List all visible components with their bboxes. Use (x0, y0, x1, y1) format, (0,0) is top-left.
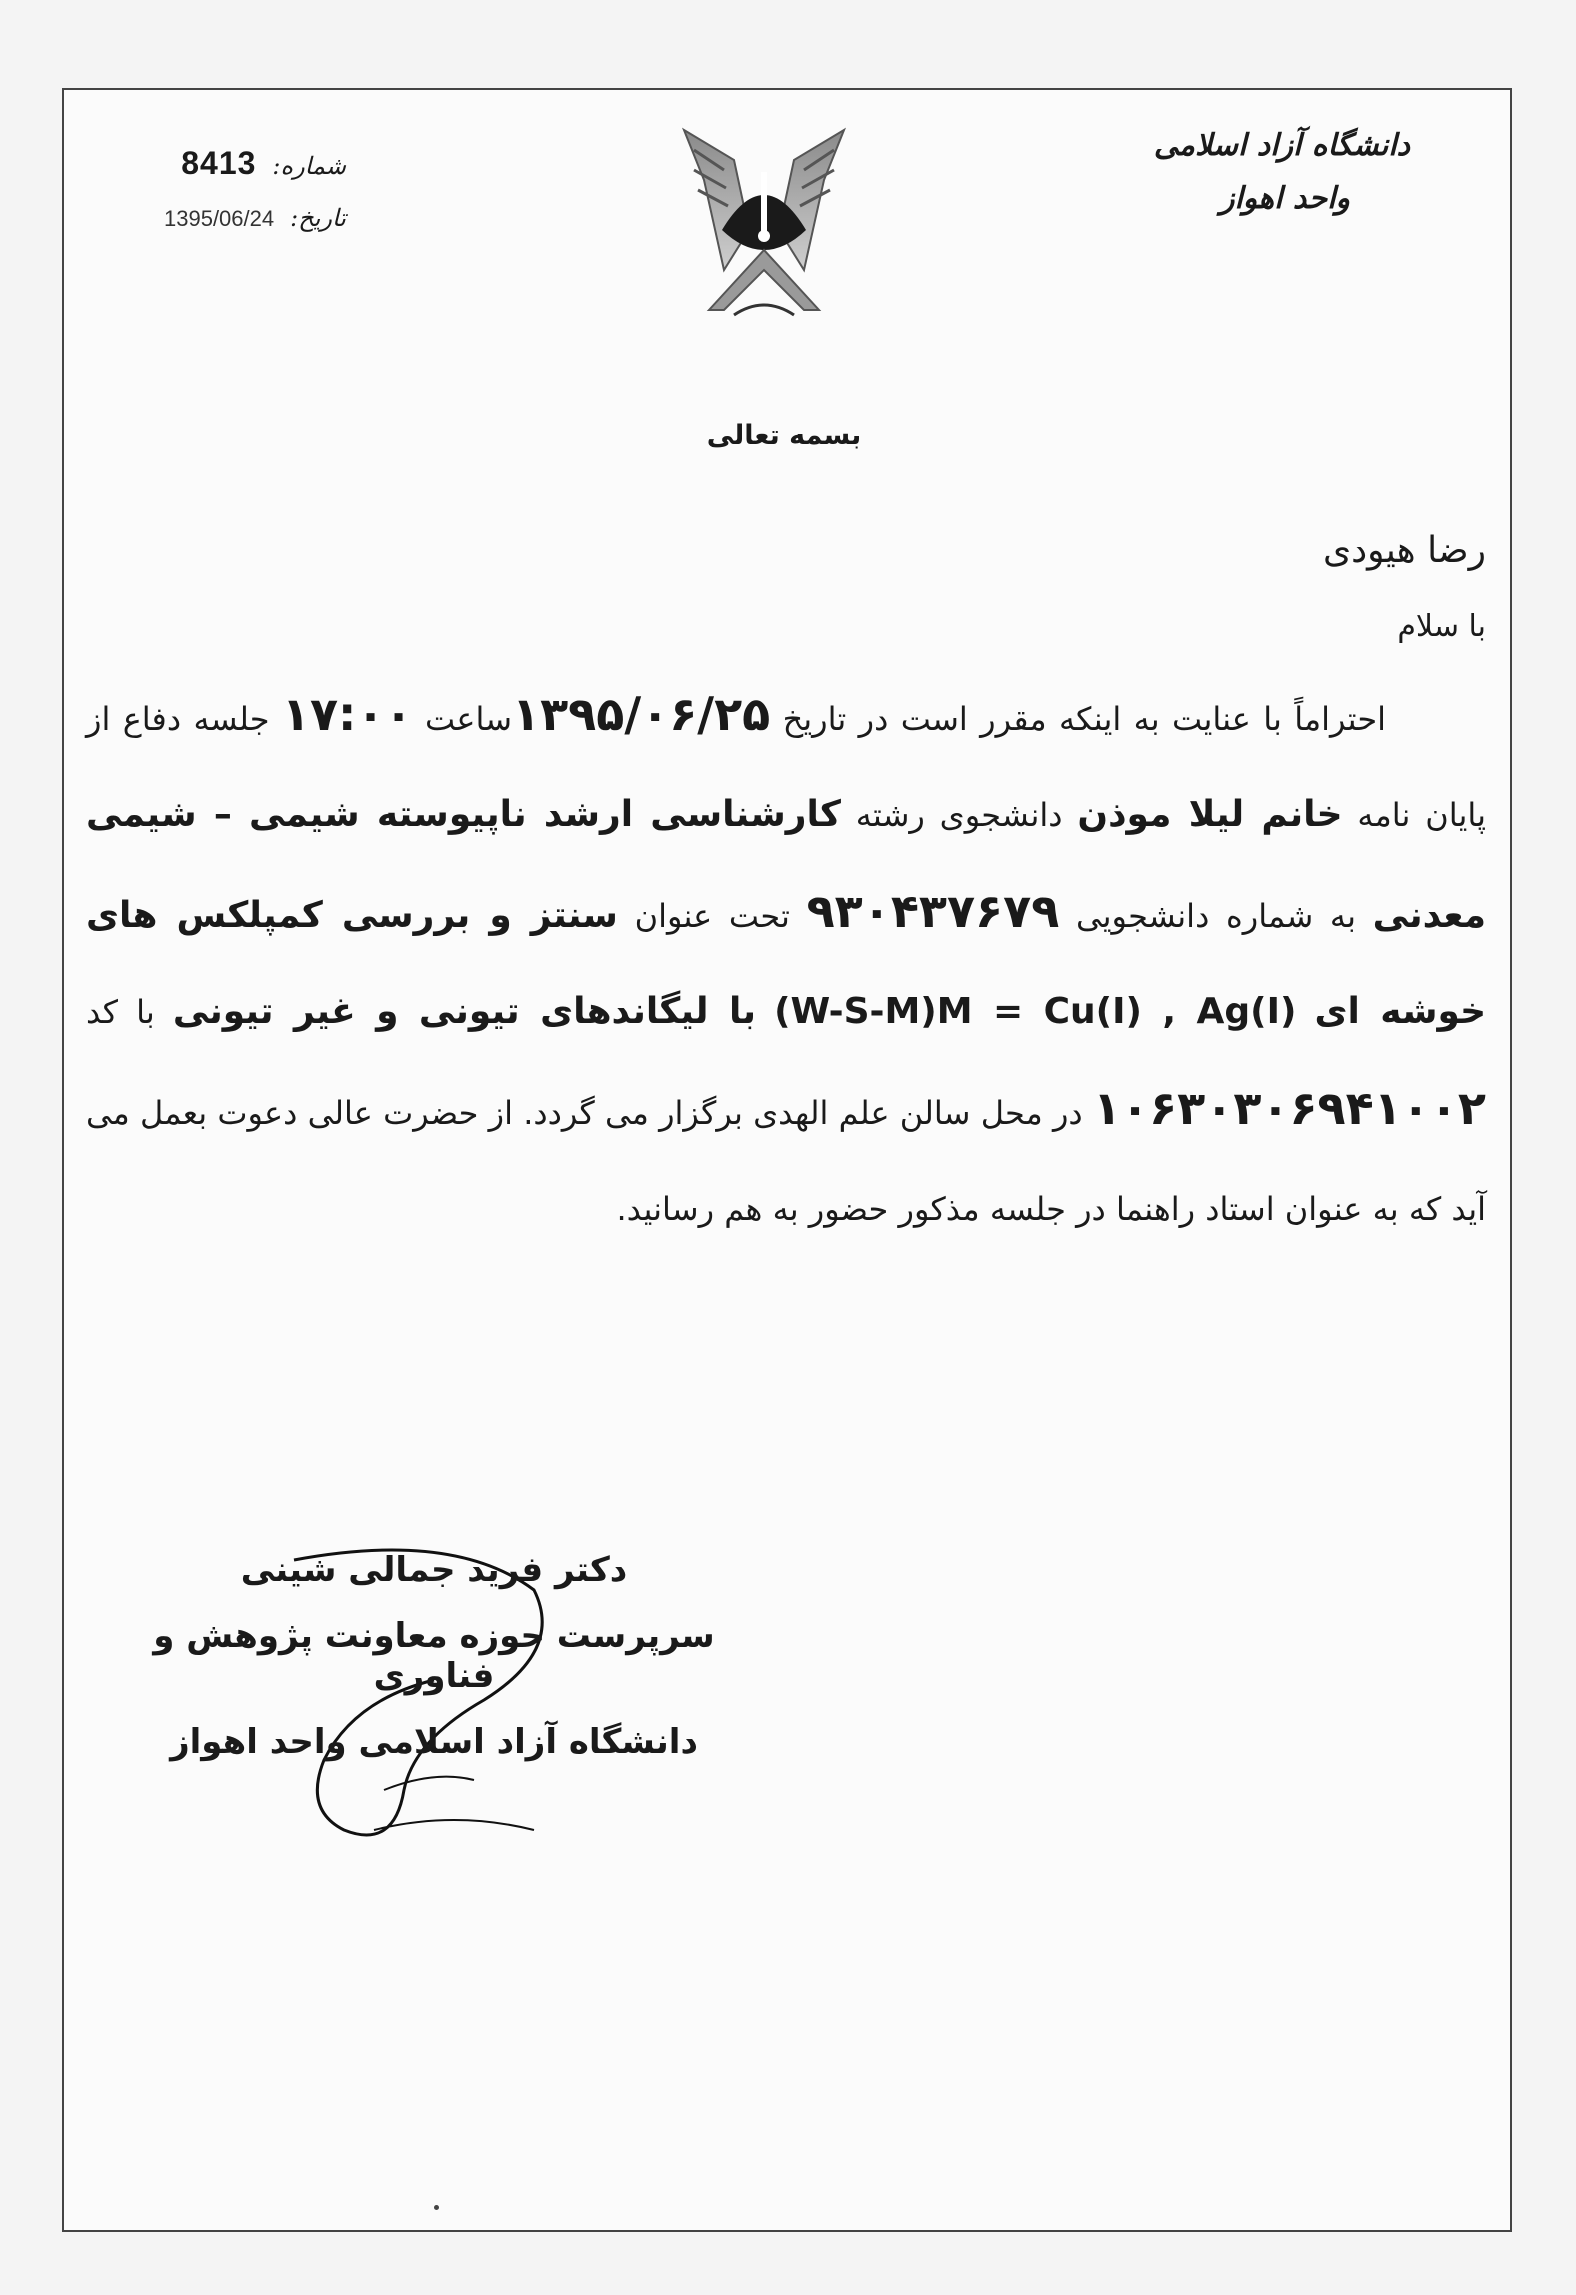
thesis-title-b: با لیگاندهای تیونی و غیر تیونی (172, 991, 757, 1032)
signer-name: دکتر فرید جمالی شینی (240, 1550, 628, 1590)
letter-date: 1395/06/24 (164, 206, 275, 231)
thesis-formula: (W-S-M)M = Cu(I) , Ag(I) (774, 991, 1297, 1032)
text-title: تحت عنوان (634, 897, 790, 935)
salutation: با سلام (1397, 609, 1486, 644)
defense-time: ۱۷:۰۰ (281, 687, 413, 741)
number-label: شماره: (272, 152, 346, 180)
text-code: با کد (86, 993, 155, 1031)
recipient-name: رضا هیودی (1322, 530, 1486, 571)
branch-name: واحد اهواز (1219, 181, 1350, 216)
university-name: دانشگاه آزاد اسلامی (1153, 128, 1410, 163)
thesis-title-a: سنتز و بررسی کمپلکس های خوشه ای (86, 895, 1487, 1032)
signer-position: سرپرست حوزه معاونت پژوهش و فناوری (153, 1616, 715, 1696)
text-field: دانشجوی رشته (855, 796, 1063, 834)
signature-block (124, 1550, 744, 1788)
letter-number: 8413 (181, 145, 257, 181)
text-thesis: جلسه دفاع از پایان نامه (86, 700, 1487, 834)
date-label: تاریخ: (290, 204, 346, 232)
invocation-text: بسمه تعالی (706, 420, 862, 451)
student-name: خانم لیلا موذن (1077, 794, 1343, 835)
time-label: ساعت (424, 700, 513, 738)
letterhead (1154, 128, 1410, 216)
letter-body (86, 530, 1486, 1257)
degree-program: کارشناسی ارشد ناپیوسته شیمی – شیمی معدنی (86, 794, 1487, 936)
text-intro: احتراماً با عنایت به اینکه مقرر است در تاریخ (782, 700, 1387, 738)
university-logo-icon (664, 120, 864, 330)
student-id: ۹۳۰۴۳۷۶۷۹ (806, 884, 1060, 938)
page-speck (434, 2205, 439, 2210)
letter-paragraph (86, 666, 1486, 1257)
text-id: به شماره دانشجویی (1075, 897, 1356, 935)
defense-date: ۱۳۹۵/۰۶/۲۵ (512, 687, 771, 741)
signer-organization: دانشگاه آزاد اسلامی واحد اهواز (170, 1722, 698, 1762)
text-closing: در محل سالن علم الهدی برگزار می گردد. از حضرت عالی دعوت بعمل می آید که به عنوان استاد راهنما در جلسه مذکور حضور به هم رسانید. (86, 1094, 1486, 1228)
letter-page (62, 88, 1512, 2232)
letter-meta (164, 145, 346, 254)
thesis-code: ۱۰۶۳۰۳۰۶۹۴۱۰۰۲ (1092, 1081, 1487, 1135)
